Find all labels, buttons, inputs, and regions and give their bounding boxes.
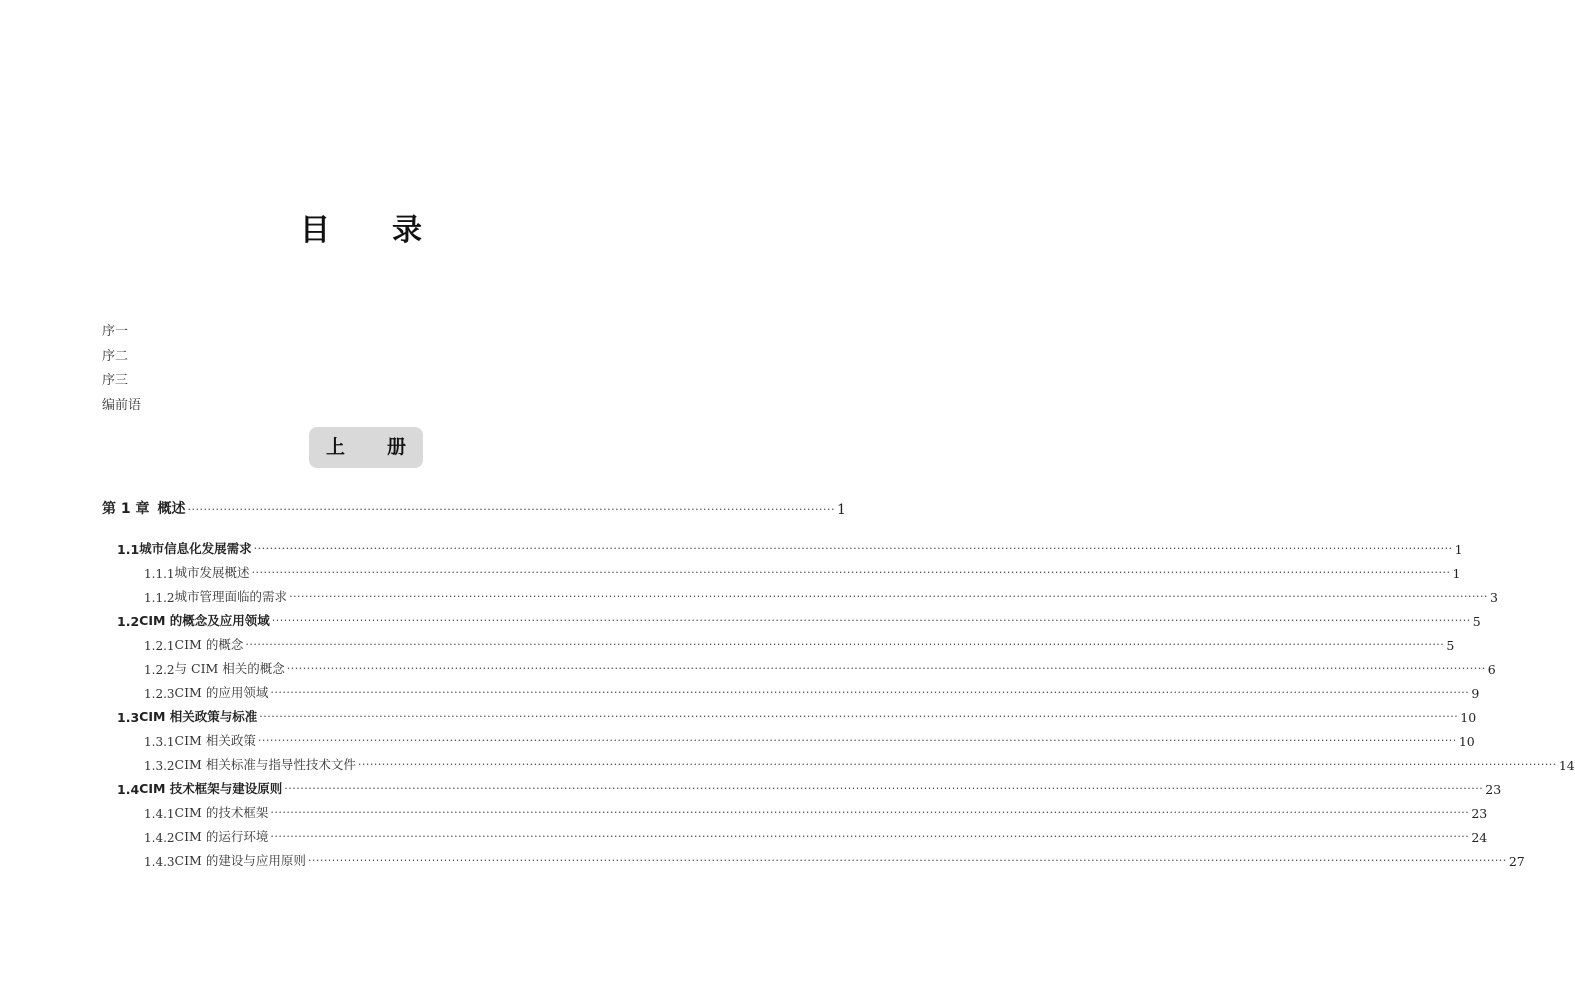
toc-subsection[interactable]	[0, 823, 1488, 845]
toc-subsection[interactable]	[0, 583, 1498, 605]
entry-title: 城市发展概述	[174, 565, 250, 580]
toc-link-preface-3[interactable]: 序三	[102, 373, 129, 388]
entry-title: CIM 的运行环境	[174, 829, 269, 844]
entry-number: 1.1	[117, 542, 140, 557]
toc-chapter-1[interactable]	[0, 496, 846, 518]
page-number: 5	[1446, 638, 1455, 653]
toc-section[interactable]	[0, 775, 1502, 797]
toc-subsection[interactable]	[0, 631, 1455, 653]
toc-section[interactable]	[0, 607, 1481, 629]
page-number: 10	[1460, 710, 1477, 725]
dot-leader: ············································································································································································································································································································	[286, 662, 1486, 675]
dot-leader: ············································································································································································································································································································	[259, 710, 1459, 723]
dot-leader: ············································································································································································································································································································	[289, 590, 1489, 603]
toc-link-preface-2[interactable]: 序二	[102, 348, 129, 364]
toc-subsection[interactable]	[0, 655, 1496, 677]
entry-number: 1.3.2	[144, 759, 175, 773]
page-number: 1	[1454, 542, 1463, 557]
dot-leader: ············································································································································································································································································································	[257, 734, 1457, 747]
page-number: 10	[1458, 734, 1475, 749]
preface-list	[102, 320, 141, 418]
toc-link-preface-1[interactable]: 序一	[102, 324, 129, 339]
dot-leader: ············································································································································································································································································································	[271, 614, 1471, 627]
dot-leader: ············································································································································································································································································································	[284, 782, 1484, 795]
entry-title: CIM 的建设与应用原则	[174, 853, 306, 868]
dot-leader: ············································································································································································································································································································	[245, 638, 1445, 651]
dot-leader: ············································································································································································································································································································	[357, 758, 1557, 771]
page-title	[0, 205, 722, 249]
page-number: 23	[1485, 782, 1502, 797]
toc-subsection[interactable]	[0, 847, 1525, 869]
page-number: 1	[836, 502, 846, 518]
entry-title: CIM 相关政策	[174, 733, 256, 748]
entry-title: CIM 的应用领域	[174, 685, 269, 700]
entry-number: 1.2	[117, 614, 140, 629]
chapter-title: 概述	[157, 501, 186, 517]
entry-title: CIM 的概念及应用领域	[139, 613, 270, 628]
entry-number: 1.3	[117, 710, 140, 725]
page-number: 27	[1508, 854, 1525, 869]
chapter-number: 第 1 章	[102, 501, 150, 517]
page-number: 5	[1472, 614, 1481, 629]
page-number: 9	[1471, 686, 1480, 701]
dot-leader: ··································································································································································	[187, 503, 835, 516]
dot-leader: ············································································································································································································································································································	[270, 830, 1470, 843]
entry-number: 1.4	[117, 782, 140, 797]
page-number: 3	[1490, 590, 1498, 605]
entry-number: 1.3.1	[144, 735, 175, 749]
entry-title: 城市信息化发展需求	[139, 541, 252, 556]
entry-title: 与 CIM 相关的概念	[174, 661, 285, 676]
volume-char-2: 册	[387, 436, 407, 458]
toc-subsection[interactable]	[0, 751, 1575, 773]
entry-title: CIM 相关政策与标准	[139, 709, 258, 724]
page-number: 23	[1471, 806, 1488, 821]
dot-leader: ············································································································································································································································································································	[251, 566, 1451, 579]
page-number: 14	[1558, 758, 1575, 773]
dot-leader: ············································································································································································································································································································	[253, 542, 1453, 555]
entry-number: 1.2.3	[144, 687, 175, 701]
title-char-2: 录	[392, 213, 422, 248]
entry-title: CIM 的概念	[174, 637, 244, 652]
page-number: 1	[1452, 566, 1461, 581]
toc-section[interactable]	[0, 703, 1477, 725]
toc-subsection[interactable]	[0, 679, 1480, 701]
title-char-1: 目	[300, 213, 330, 248]
page-number: 24	[1471, 830, 1488, 845]
entry-number: 1.1.1	[144, 567, 175, 581]
entry-number: 1.1.2	[144, 591, 175, 605]
toc-subsection[interactable]	[0, 799, 1488, 821]
entry-number: 1.2.1	[144, 639, 175, 653]
dot-leader: ············································································································································································································································································································	[270, 686, 1470, 699]
dot-leader: ············································································································································································································································································································	[270, 806, 1470, 819]
toc-section[interactable]	[0, 535, 1463, 557]
entry-title: 城市管理面临的需求	[174, 589, 288, 604]
page-number: 6	[1487, 662, 1496, 677]
entry-number: 1.4.2	[144, 831, 175, 845]
entry-title: CIM 相关标准与指导性技术文件	[174, 757, 356, 772]
entry-title: CIM 技术框架与建设原则	[139, 781, 283, 796]
toc-subsection[interactable]	[0, 727, 1475, 749]
volume-char-1: 上	[325, 436, 345, 458]
toc-subsection[interactable]	[0, 559, 1461, 581]
entry-number: 1.4.1	[144, 807, 175, 821]
dot-leader: ············································································································································································································································································································	[307, 854, 1507, 867]
toc-link-foreword[interactable]: 编前语	[102, 397, 142, 413]
entry-title: CIM 的技术框架	[174, 805, 269, 820]
entry-number: 1.4.3	[144, 855, 175, 869]
volume-heading	[309, 427, 423, 468]
entry-number: 1.2.2	[144, 663, 175, 677]
